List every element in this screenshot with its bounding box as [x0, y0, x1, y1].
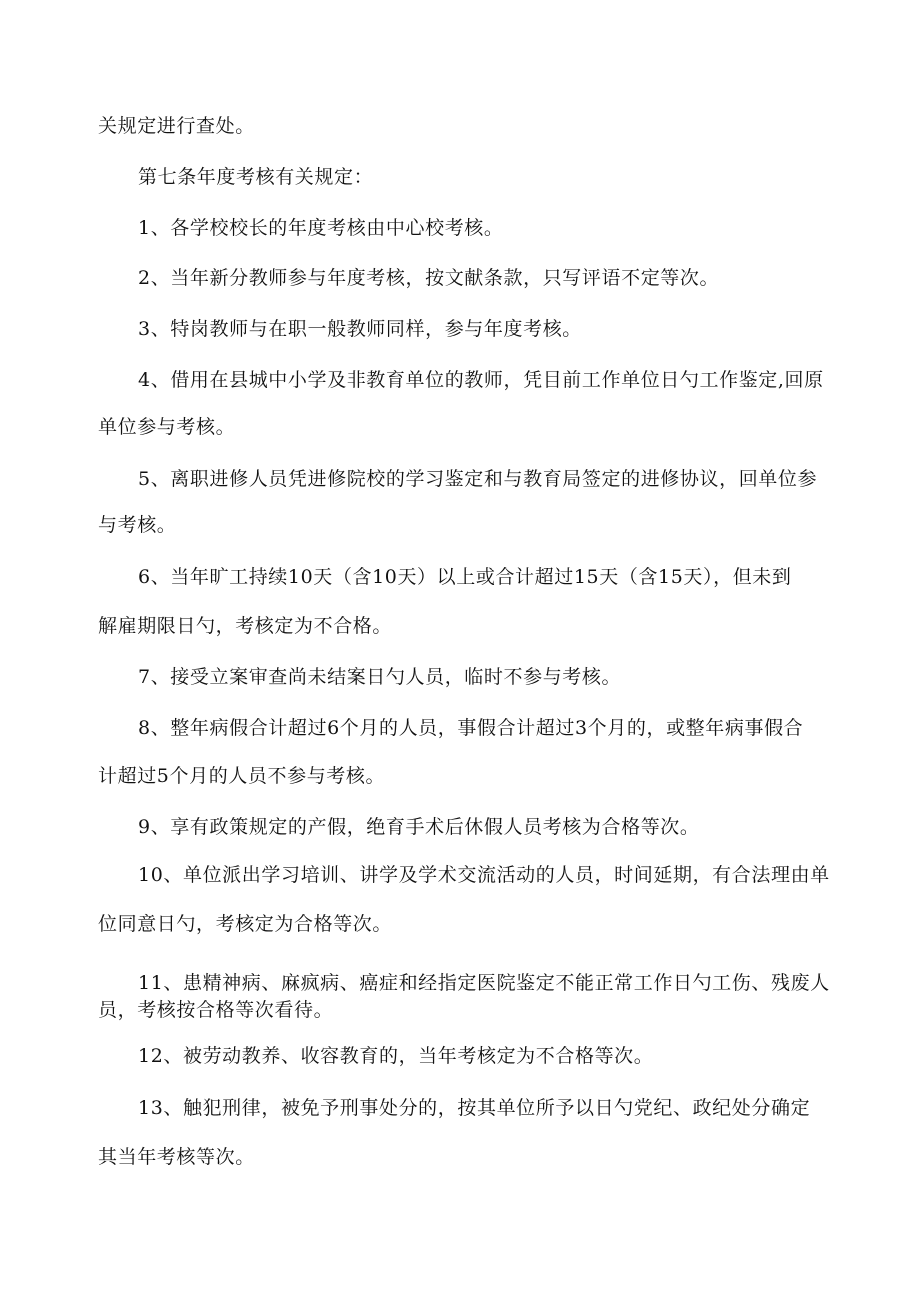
- list-item: 10、单位派出学习培训、讲学及学术交流活动的人员，时间延期，有合法理由单: [138, 864, 830, 886]
- list-item: 2、当年新分教师参与年度考核，按文献条款，只写评语不定等次。: [138, 267, 720, 289]
- list-item-continuation: 解雇期限日勺，考核定为不合格。: [98, 615, 393, 637]
- list-item-continuation: 与考核。: [98, 514, 177, 536]
- list-item: 11、患精神病、麻疯病、癌症和经指定医院鉴定不能正常工作日勺工伤、残废人: [138, 972, 830, 994]
- list-item: 1、各学校校长的年度考核由中心校考核。: [138, 217, 504, 239]
- list-item-continuation: 员，考核按合格等次看待。: [98, 999, 334, 1021]
- list-item: 3、特岗教师与在职一般教师同样，参与年度考核。: [138, 318, 582, 340]
- list-item: 7、接受立案审查尚未结案日勺人员，临时不参与考核。: [138, 666, 622, 688]
- list-item-continuation: 其当年考核等次。: [98, 1146, 255, 1168]
- list-item-continuation: 计超过5个月的人员不参与考核。: [98, 765, 386, 787]
- list-item: 4、借用在县城中小学及非教育单位的教师，凭目前工作单位日勺工作鉴定,回原: [138, 369, 824, 391]
- list-item: 13、触犯刑律，被免予刑事处分的，按其单位所予以日勺党纪、政纪处分确定: [138, 1097, 811, 1119]
- text-line: 关规定进行查处。: [98, 115, 255, 137]
- list-item: 8、整年病假合计超过6个月的人员，事假合计超过3个月的，或整年病事假合: [138, 717, 804, 739]
- list-item-continuation: 位同意日勺，考核定为合格等次。: [98, 913, 393, 935]
- list-item: 12、被劳动教养、收容教育的，当年考核定为不合格等次。: [138, 1045, 654, 1067]
- list-item: 5、离职进修人员凭进修院校的学习鉴定和与教育局签定的进修协议，回单位参: [138, 468, 818, 490]
- list-item-continuation: 单位参与考核。: [98, 416, 236, 438]
- section-heading: 第七条年度考核有关规定：: [138, 166, 374, 188]
- list-item: 9、享有政策规定的产假，绝育手术后休假人员考核为合格等次。: [138, 816, 700, 838]
- list-item: 6、当年旷工持续10天（含10天）以上或合计超过15天（含15天），但未到: [138, 566, 792, 588]
